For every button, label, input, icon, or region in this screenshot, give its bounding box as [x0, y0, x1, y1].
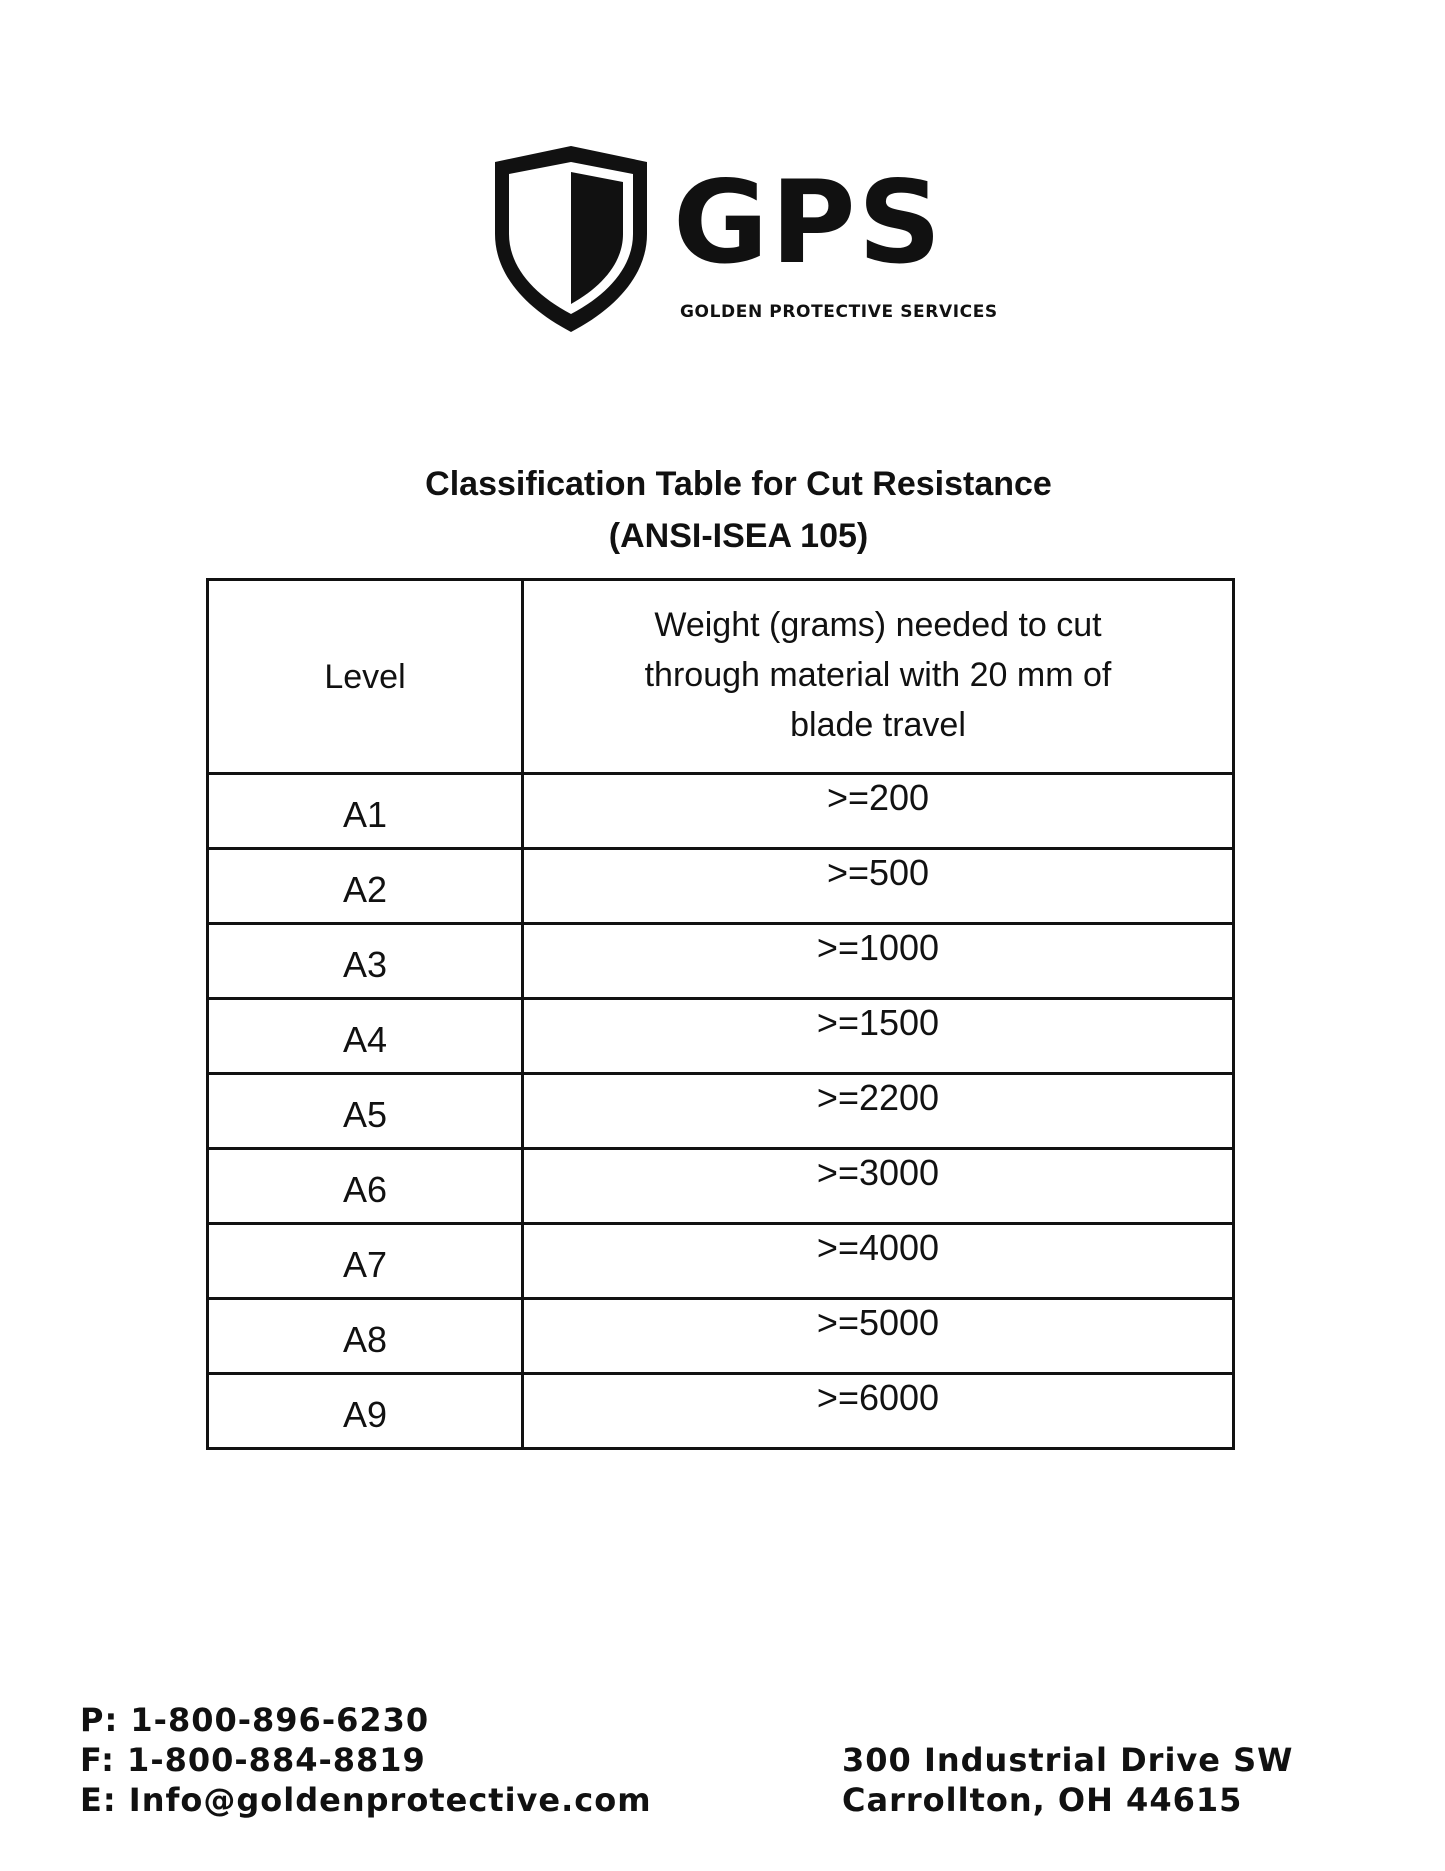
phone-number: P: 1-800-896-6230	[80, 1701, 430, 1739]
weight-cell: >=3000	[523, 1149, 1234, 1224]
weight-header-line: Weight (grams) needed to cut	[654, 605, 1102, 644]
weight-cell: >=4000	[523, 1224, 1234, 1299]
level-cell: A6	[208, 1149, 523, 1224]
level-cell: A5	[208, 1074, 523, 1149]
weight-cell: >=2200	[523, 1074, 1234, 1149]
weight-cell: >=1500	[523, 999, 1234, 1074]
level-cell: A4	[208, 999, 523, 1074]
table-row	[208, 774, 1234, 849]
table-row	[208, 924, 1234, 999]
logo-wordmark: GPS	[673, 156, 944, 289]
table-row	[208, 1224, 1234, 1299]
level-cell: A3	[208, 924, 523, 999]
weight-cell: >=6000	[523, 1374, 1234, 1449]
weight-header-line: blade travel	[790, 705, 966, 744]
weight-cell: >=1000	[523, 924, 1234, 999]
shield-icon	[487, 142, 655, 336]
fax-number: F: 1-800-884-8819	[80, 1741, 426, 1779]
table-row	[208, 1299, 1234, 1374]
level-cell: A7	[208, 1224, 523, 1299]
address-line-1: 300 Industrial Drive SW	[842, 1741, 1294, 1779]
contact-info	[80, 1700, 652, 1820]
address-line-2: Carrollton, OH 44615	[842, 1781, 1243, 1819]
table-row	[208, 1149, 1234, 1224]
weight-column-header	[523, 580, 1234, 774]
weight-cell: >=200	[523, 774, 1234, 849]
level-cell: A2	[208, 849, 523, 924]
mailing-address	[842, 1740, 1293, 1820]
table-row	[208, 1074, 1234, 1149]
level-cell: A8	[208, 1299, 523, 1374]
level-column-header: Level	[208, 580, 523, 774]
table-row	[208, 999, 1234, 1074]
weight-header-line: through material with 20 mm of	[644, 655, 1112, 694]
cut-resistance-table	[206, 578, 1235, 1450]
page-title: Classification Table for Cut Resistance	[425, 465, 1052, 503]
logo-subtitle: GOLDEN PROTECTIVE SERVICES	[680, 302, 998, 322]
level-cell: A1	[208, 774, 523, 849]
table-row	[208, 849, 1234, 924]
company-logo	[487, 142, 1007, 342]
email-address: E: Info@goldenprotective.com	[80, 1781, 652, 1819]
table-row	[208, 1374, 1234, 1449]
table-header-row	[208, 580, 1234, 774]
weight-cell: >=500	[523, 849, 1234, 924]
weight-cell: >=5000	[523, 1299, 1234, 1374]
page-subtitle: (ANSI-ISEA 105)	[608, 517, 869, 555]
level-cell: A9	[208, 1374, 523, 1449]
